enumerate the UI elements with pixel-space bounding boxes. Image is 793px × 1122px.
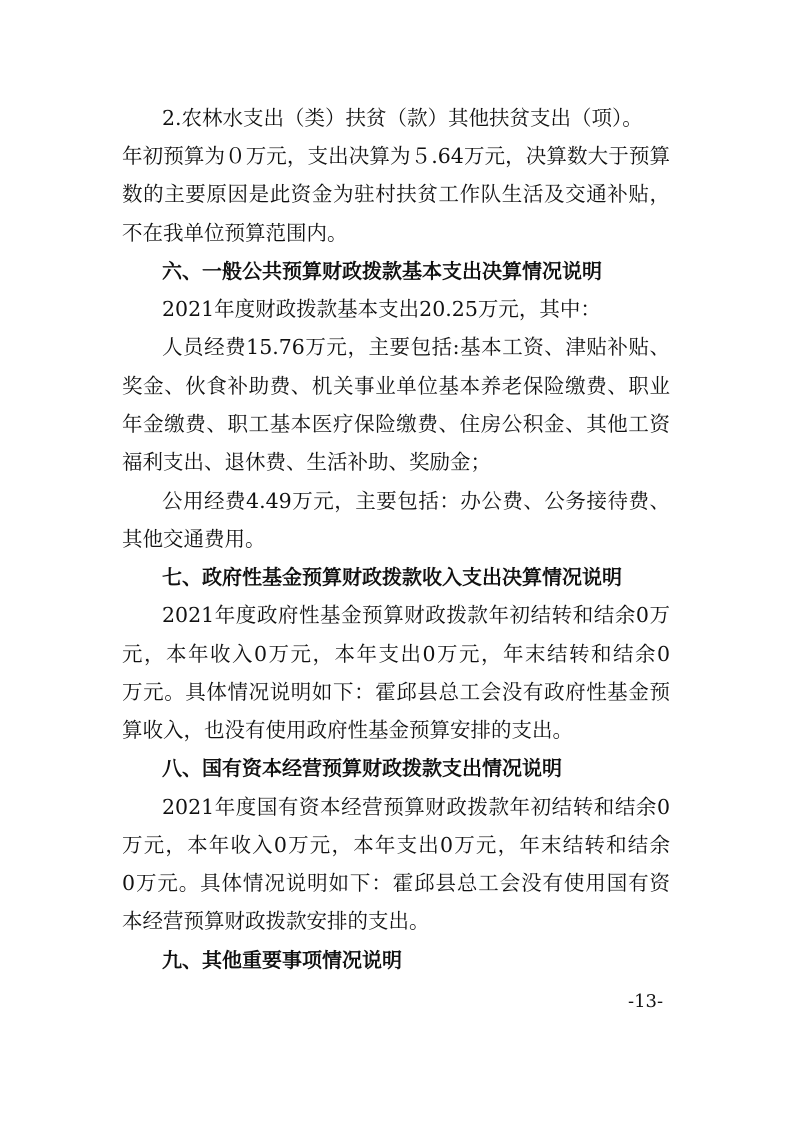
page-number: -13- [628, 991, 664, 1012]
paragraph-line: 年金缴费、职工基本医疗保险缴费、住房公积金、其他工资 [122, 412, 670, 436]
paragraph-line: 不在我单位预算范围内。 [122, 221, 348, 245]
paragraph-line: 2021年度政府性基金预算财政拨款年初结转和结余0万 [162, 603, 670, 627]
paragraph-line: 福利支出、退休费、生活补助、奖励金； [122, 450, 491, 474]
section-heading-nine: 九、其他重要事项情况说明 [162, 948, 402, 972]
paragraph-line: 人员经费15.76万元，主要包括:基本工资、津贴补贴、 [162, 335, 670, 359]
paragraph-line: 数的主要原因是此资金为驻村扶贫工作队生活及交通补贴， [122, 182, 670, 206]
paragraph-line: 其他交通费用。 [122, 527, 266, 551]
paragraph-line: 万元。具体情况说明如下：霍邱县总工会没有政府性基金预 [122, 680, 670, 704]
paragraph-line: 年初预算为０万元，支出决算为５.64万元，决算数大于预算 [122, 144, 670, 168]
paragraph-line: 2.农林水支出（类）扶贫（款）其他扶贫支出（项）。 [162, 106, 643, 130]
section-heading-seven: 七、政府性基金预算财政拨款收入支出决算情况说明 [162, 565, 622, 589]
paragraph-line: 奖金、伙食补助费、机关事业单位基本养老保险缴费、职业 [122, 374, 670, 398]
section-heading-six: 六、一般公共预算财政拨款基本支出决算情况说明 [162, 259, 602, 283]
paragraph-line: 0万元。具体情况说明如下：霍邱县总工会没有使用国有资 [122, 871, 670, 895]
paragraph-line: 公用经费4.49万元，主要包括：办公费、公务接待费、 [162, 489, 670, 513]
paragraph-line: 元，本年收入0万元，本年支出0万元，年末结转和结余0 [122, 642, 670, 666]
paragraph-line: 2021年度财政拨款基本支出20.25万元，其中： [162, 297, 601, 321]
section-heading-eight: 八、国有资本经营预算财政拨款支出情况说明 [162, 756, 562, 780]
paragraph-line: 万元，本年收入0万元，本年支出0万元，年末结转和结余 [122, 833, 670, 857]
paragraph-line: 本经营预算财政拨款安排的支出。 [122, 909, 430, 933]
paragraph-line: 2021年度国有资本经营预算财政拨款年初结转和结余0 [162, 795, 670, 819]
paragraph-line: 算收入，也没有使用政府性基金预算安排的支出。 [122, 718, 573, 742]
